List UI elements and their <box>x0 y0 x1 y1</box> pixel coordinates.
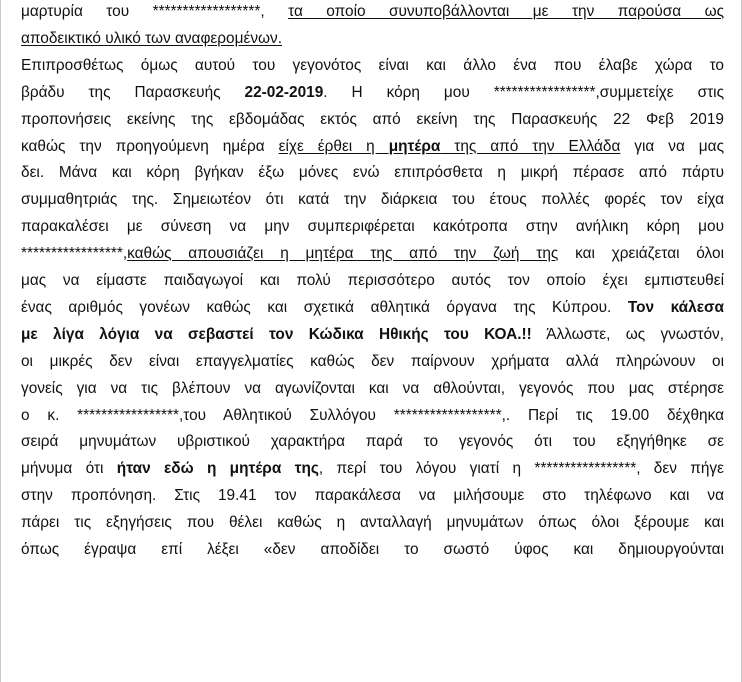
text-line <box>21 80 724 106</box>
text-run: ένας αριθμός γονέων καθώς και σχετικά αθλητικά όργανα της Κύπρου. <box>21 298 628 316</box>
bold-text-run: Τον κάλεσα <box>627 298 724 316</box>
text-line <box>21 510 724 536</box>
text-run: μας να είμαστε παιδαγωγοί και πολύ περισσότερο αυτός τον οποίο έχει εμπιστευθεί <box>21 272 724 289</box>
underlined-text-run: είχε έρθει η <box>278 137 389 155</box>
text-line <box>21 241 724 267</box>
text-run: μαρτυρία του ******************, <box>21 3 289 20</box>
text-run: και χρειάζεται όλοι <box>558 245 724 263</box>
text-line <box>21 483 724 509</box>
bold-text-run: 22-02-2019 <box>244 83 324 101</box>
text-line <box>21 322 724 348</box>
text-run: όπως έγραψα επί λέξει «δεν αποδίδει το σωστό ύφος και δημιουργούνται <box>21 541 724 558</box>
text-run: προπονήσεις εκείνης της εβδομάδας εκτός από εκείνη της Παρασκευής 22 Φεβ 2019 <box>21 110 724 128</box>
text-run: για να μας <box>620 137 724 155</box>
underlined-text-run: τα οποίο συνυποβάλλονται με την παρούσα ως <box>288 3 725 20</box>
bold-text-run: με λίγα λόγια να σεβαστεί τον Κώδικα Ηθικής του ΚΟΑ.!! <box>21 325 532 343</box>
underlined-text-run: καθώς απουσιάζει η μητέρα της από την ζωή της <box>127 245 559 263</box>
text-run: σειρά μηνυμάτων υβριστικού χαρακτήρα παρά το γεγονός ότι του εξηγήθηκε σε <box>21 433 724 451</box>
text-line <box>21 376 724 402</box>
text-run: παρακαλέσει με σύνεση να μην συμπεριφέρεται κακότροπα στην ανήλικη κόρη μου <box>21 218 724 236</box>
text-run: , περί του λόγου γιατί η *****************, δεν πήγε <box>318 460 724 478</box>
text-run: καθώς την προηγούμενη ημέρα <box>21 137 279 155</box>
text-line <box>21 26 724 52</box>
bold-text-run: ήταν εδώ η μητέρα της <box>116 460 319 478</box>
underlined-text-run: αποδεικτικό υλικό των αναφερομένων. <box>21 29 283 47</box>
text-line <box>21 134 724 160</box>
text-line <box>21 349 724 375</box>
text-run: *****************, <box>21 245 128 263</box>
text-run: Άλλωστε, ως γνωστόν, <box>531 325 724 343</box>
text-line <box>21 187 724 213</box>
text-run: δει. Μάνα και κόρη βγήκαν έξω μόνες ενώ επιπρόσθετα η μικρή πέρασε από πάρτυ <box>21 164 724 182</box>
text-line <box>21 160 724 186</box>
text-line <box>21 268 724 294</box>
text-run: οι μικρές δεν είναι επαγγελματίες καθώς δεν παίρνουν χρήματα αλλά πληρώνουν οι <box>21 352 724 370</box>
underlined-text-run: της από την Ελλάδα <box>440 137 621 155</box>
text-line <box>21 0 724 25</box>
text-line <box>21 295 724 321</box>
text-line <box>21 403 724 429</box>
text-run: . Η κόρη μου *****************,συμμετείχε στις <box>323 83 724 101</box>
text-run: γονείς για να τις βλέπουν να αγωνίζονται και να αθλούνται, γεγονός που μας στέρησε <box>21 379 724 397</box>
text-line <box>21 214 724 240</box>
text-run: Επιπροσθέτως όμως αυτού του γεγονότος είναι και άλλο ένα που έλαβε χώρα το <box>21 56 724 74</box>
text-line <box>21 107 724 133</box>
text-line <box>21 537 724 563</box>
text-run: βράδυ της Παρασκευής <box>21 83 245 101</box>
text-line <box>21 429 724 455</box>
text-line <box>21 53 724 79</box>
text-run: ο κ. *****************,του Αθλητικού Συλλόγου ******************,. Περί τις 19.00 δέχθηκα <box>21 406 724 424</box>
text-run: στην προπόνηση. Στις 19.41 τον παρακάλεσα να μιλήσουμε στο τηλέφωνο και να <box>21 487 724 505</box>
text-run: πάρει τις εξηγήσεις που θέλει καθώς η ανταλλαγή μηνυμάτων όπως όλοι ξέρουμε και <box>21 514 724 532</box>
text-run: συμμαθητριάς της. Σημειωτέον ότι κατά την διάρκεια του έτους πολλές φορές τον είχα <box>21 191 724 209</box>
text-line <box>21 456 724 482</box>
bold-text-run: μητέρα <box>388 137 441 155</box>
text-run: μήνυμα ότι <box>21 460 117 478</box>
